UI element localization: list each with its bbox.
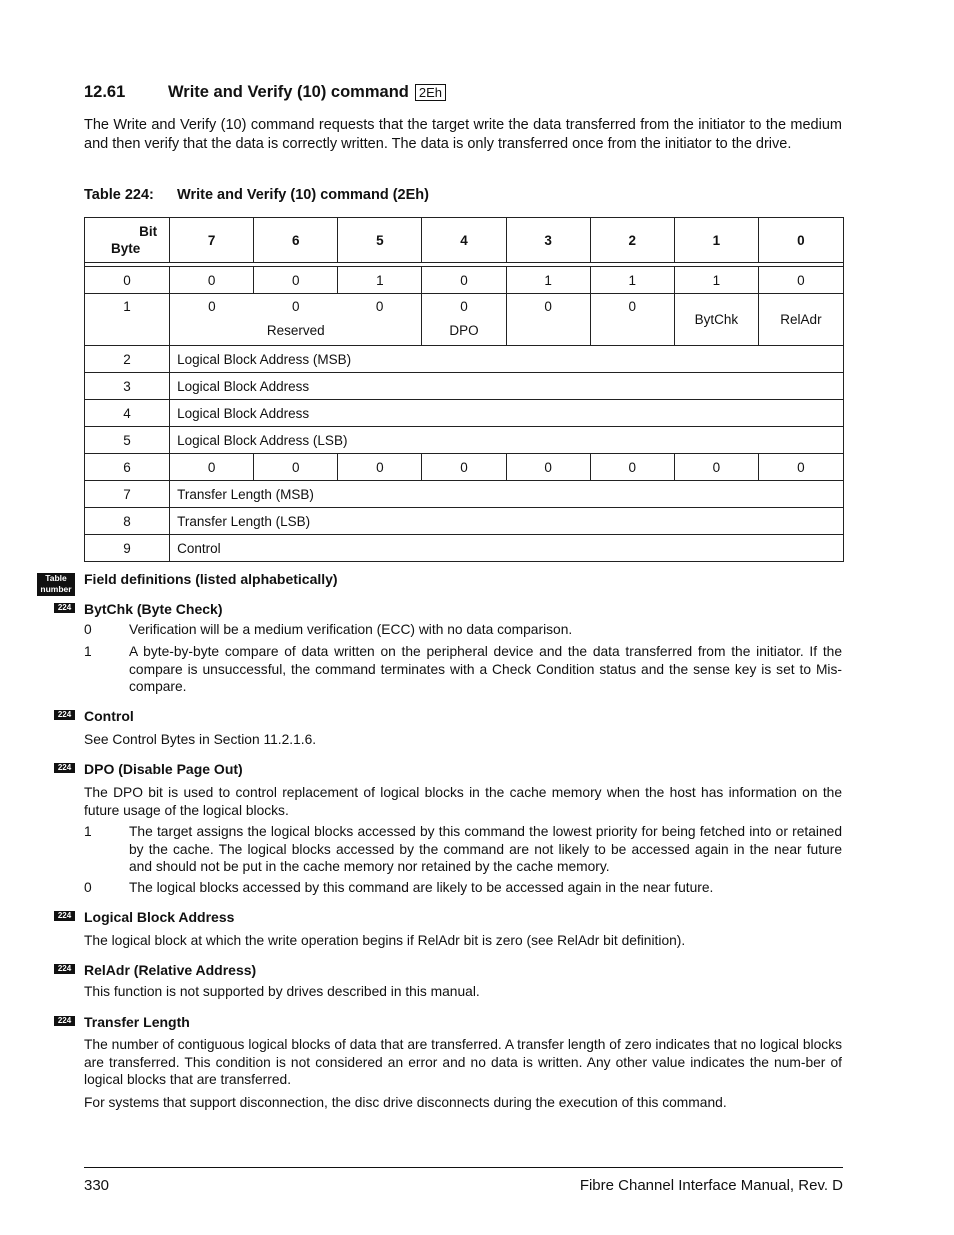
bit-cell: 0 bbox=[338, 454, 422, 481]
field-cell: Logical Block Address bbox=[170, 373, 844, 400]
bit-header-cell: 0 bbox=[758, 218, 843, 263]
reladr-title: RelAdr (Relative Address) bbox=[84, 962, 257, 978]
field-cell: Transfer Length (LSB) bbox=[170, 508, 844, 535]
table-row bbox=[85, 535, 844, 562]
table-row bbox=[85, 267, 844, 294]
transfer-text: The number of contiguous logical blocks of data that are transferred. A transfer length of zero indicates that no logical blocks are transferred. This condition is not considered an error and no data is written. Any other value indicates the num-ber of logical blocks that are transferred. bbox=[84, 1037, 842, 1087]
transfer-text-2: For systems that support disconnection, the disc drive disconnects during the execution of this command. bbox=[84, 1095, 727, 1110]
bit-cell bbox=[338, 294, 422, 346]
byte-cell: 3 bbox=[85, 373, 170, 400]
bit-cell: 1 bbox=[338, 267, 422, 294]
byte-cell: 5 bbox=[85, 427, 170, 454]
bytchk-item bbox=[84, 643, 842, 696]
bytchk-cell: BytChk bbox=[674, 294, 758, 346]
table-caption-title: Write and Verify (10) command (2Eh) bbox=[177, 187, 429, 203]
bit-header-cell: 2 bbox=[590, 218, 674, 263]
byte-cell: 6 bbox=[85, 454, 170, 481]
item-value: The logical blocks accessed by this command are likely to be accessed again in the near future. bbox=[129, 880, 714, 895]
item-value: A byte-by-byte compare of data written on the peripheral device and the data transferred from the initiator. If the compare is unsuccessful, the command terminates with a Check Condition status and the sense key is set to Mis-compare. bbox=[129, 644, 842, 694]
item-value: Verification will be a medium verification (ECC) with no data comparison. bbox=[129, 622, 573, 637]
bit-header-cell: 5 bbox=[338, 218, 422, 263]
intro-paragraph: The Write and Verify (10) command requests that the target write the data transferred from the initiator to the medium and then verify that the data is correctly written. The data is only transferred once from the initiator to the drive. bbox=[84, 117, 842, 152]
table-header-row bbox=[85, 218, 844, 263]
reladr-cell: RelAdr bbox=[758, 294, 843, 346]
bit-byte-header bbox=[85, 218, 170, 263]
item-key: 0 bbox=[84, 880, 92, 895]
command-table bbox=[84, 217, 844, 562]
field-cell: Transfer Length (MSB) bbox=[170, 481, 844, 508]
byte-cell: 7 bbox=[85, 481, 170, 508]
page-number: 330 bbox=[84, 1177, 110, 1194]
manual-title: Fibre Channel Interface Manual, Rev. D bbox=[579, 1177, 843, 1194]
field-cell: Control bbox=[170, 535, 844, 562]
item-value: The target assigns the logical blocks accessed by this command the lowest priority for being fetched into or retained by the cache. The logical blocks accessed by the command are not likely to be accessed again in the near future and should not be put in the cache memory nor retained by the cache memory. bbox=[129, 824, 842, 874]
reserved-cell bbox=[254, 294, 338, 346]
table-row bbox=[85, 373, 844, 400]
item-key: 1 bbox=[84, 824, 92, 839]
field-cell: Logical Block Address (LSB) bbox=[170, 427, 844, 454]
bit-header-cell: 7 bbox=[170, 218, 254, 263]
bit-value: 0 bbox=[292, 299, 300, 314]
bit-header-cell: 4 bbox=[422, 218, 506, 263]
bit-cell: 0 bbox=[422, 267, 506, 294]
byte-cell: 8 bbox=[85, 508, 170, 535]
bit-cell: 0 bbox=[758, 454, 843, 481]
bit-cell: 0 bbox=[254, 454, 338, 481]
bit-cell bbox=[590, 294, 674, 346]
table-number-badge: 224 bbox=[54, 603, 75, 613]
bit-header-cell: 1 bbox=[674, 218, 758, 263]
reladr-text: This function is not supported by drives described in this manual. bbox=[84, 984, 480, 999]
lba-text: The logical block at which the write operation begins if RelAdr bit is zero (see RelAdr bit definition). bbox=[84, 933, 686, 948]
table-row bbox=[85, 427, 844, 454]
footer-rule bbox=[84, 1167, 843, 1168]
bit-value: 0 bbox=[544, 299, 552, 314]
bit-cell: 0 bbox=[506, 454, 590, 481]
table-number-label bbox=[37, 573, 75, 596]
byte-cell: 9 bbox=[85, 535, 170, 562]
table-row bbox=[85, 508, 844, 535]
table-number-badge: 224 bbox=[54, 911, 75, 921]
bytchk-title: BytChk (Byte Check) bbox=[84, 601, 223, 617]
table-number-badge: 224 bbox=[54, 710, 75, 720]
dpo-text: The DPO bit is used to control replacement of logical blocks in the cache memory when the host has information on the future usage of the logical blocks. bbox=[84, 785, 842, 818]
dpo-item bbox=[84, 823, 842, 876]
section-title: Write and Verify (10) command bbox=[168, 83, 409, 101]
item-key: 0 bbox=[84, 622, 92, 637]
bit-cell: 1 bbox=[590, 267, 674, 294]
byte-value: 1 bbox=[123, 299, 131, 314]
section-heading bbox=[84, 83, 446, 102]
bit-cell: 1 bbox=[506, 267, 590, 294]
lba-title: Logical Block Address bbox=[84, 909, 235, 925]
dpo-cell bbox=[422, 294, 506, 346]
bit-header-cell: 6 bbox=[254, 218, 338, 263]
bit-value: 0 bbox=[208, 299, 216, 314]
table-caption bbox=[84, 187, 429, 203]
dpo-item bbox=[84, 879, 842, 897]
byte-label: Byte bbox=[111, 241, 141, 256]
item-key: 1 bbox=[84, 644, 92, 659]
table-row bbox=[85, 454, 844, 481]
table-number-badge: 224 bbox=[54, 964, 75, 974]
table-row bbox=[85, 481, 844, 508]
control-title: Control bbox=[84, 708, 134, 724]
bit-cell: 0 bbox=[254, 267, 338, 294]
field-cell: Logical Block Address bbox=[170, 400, 844, 427]
transfer-title: Transfer Length bbox=[84, 1014, 190, 1030]
bit-value: 0 bbox=[375, 299, 384, 314]
bit-cell: 1 bbox=[674, 267, 758, 294]
reserved-label: Reserved bbox=[266, 323, 325, 338]
bit-cell: 0 bbox=[170, 454, 254, 481]
table-number-badge: 224 bbox=[54, 763, 75, 773]
table-caption-label: Table 224: bbox=[84, 187, 154, 203]
dpo-title: DPO (Disable Page Out) bbox=[84, 761, 243, 777]
bit-cell: 0 bbox=[422, 454, 506, 481]
dpo-label: DPO bbox=[449, 323, 479, 338]
bit-cell: 0 bbox=[674, 454, 758, 481]
bit-cell: 0 bbox=[590, 454, 674, 481]
table-row bbox=[85, 294, 844, 346]
field-definitions-heading: Field definitions (listed alphabetically) bbox=[84, 571, 338, 587]
bit-cell: 0 bbox=[758, 267, 843, 294]
bit-value: 0 bbox=[460, 299, 468, 314]
bytchk-item bbox=[84, 621, 842, 639]
bit-cell bbox=[506, 294, 590, 346]
bit-label: Bit bbox=[139, 224, 158, 239]
table-row bbox=[85, 346, 844, 373]
field-cell: Logical Block Address (MSB) bbox=[170, 346, 844, 373]
control-text: See Control Bytes in Section 11.2.1.6. bbox=[84, 732, 317, 747]
bit-cell bbox=[170, 294, 254, 346]
table-row bbox=[85, 400, 844, 427]
byte-cell: 2 bbox=[85, 346, 170, 373]
byte-cell: 0 bbox=[85, 267, 170, 294]
bit-cell: 0 bbox=[170, 267, 254, 294]
byte-cell: 4 bbox=[85, 400, 170, 427]
bit-value: 0 bbox=[628, 299, 636, 314]
bit-header-cell: 3 bbox=[506, 218, 590, 263]
table-number-label-line2: number bbox=[40, 583, 72, 594]
table-number-label-line1: Table bbox=[45, 573, 67, 583]
table-number-badge: 224 bbox=[54, 1016, 75, 1026]
byte-cell bbox=[85, 294, 170, 346]
section-number: 12.61 bbox=[84, 83, 126, 101]
opcode-box: 2Eh bbox=[415, 84, 446, 101]
